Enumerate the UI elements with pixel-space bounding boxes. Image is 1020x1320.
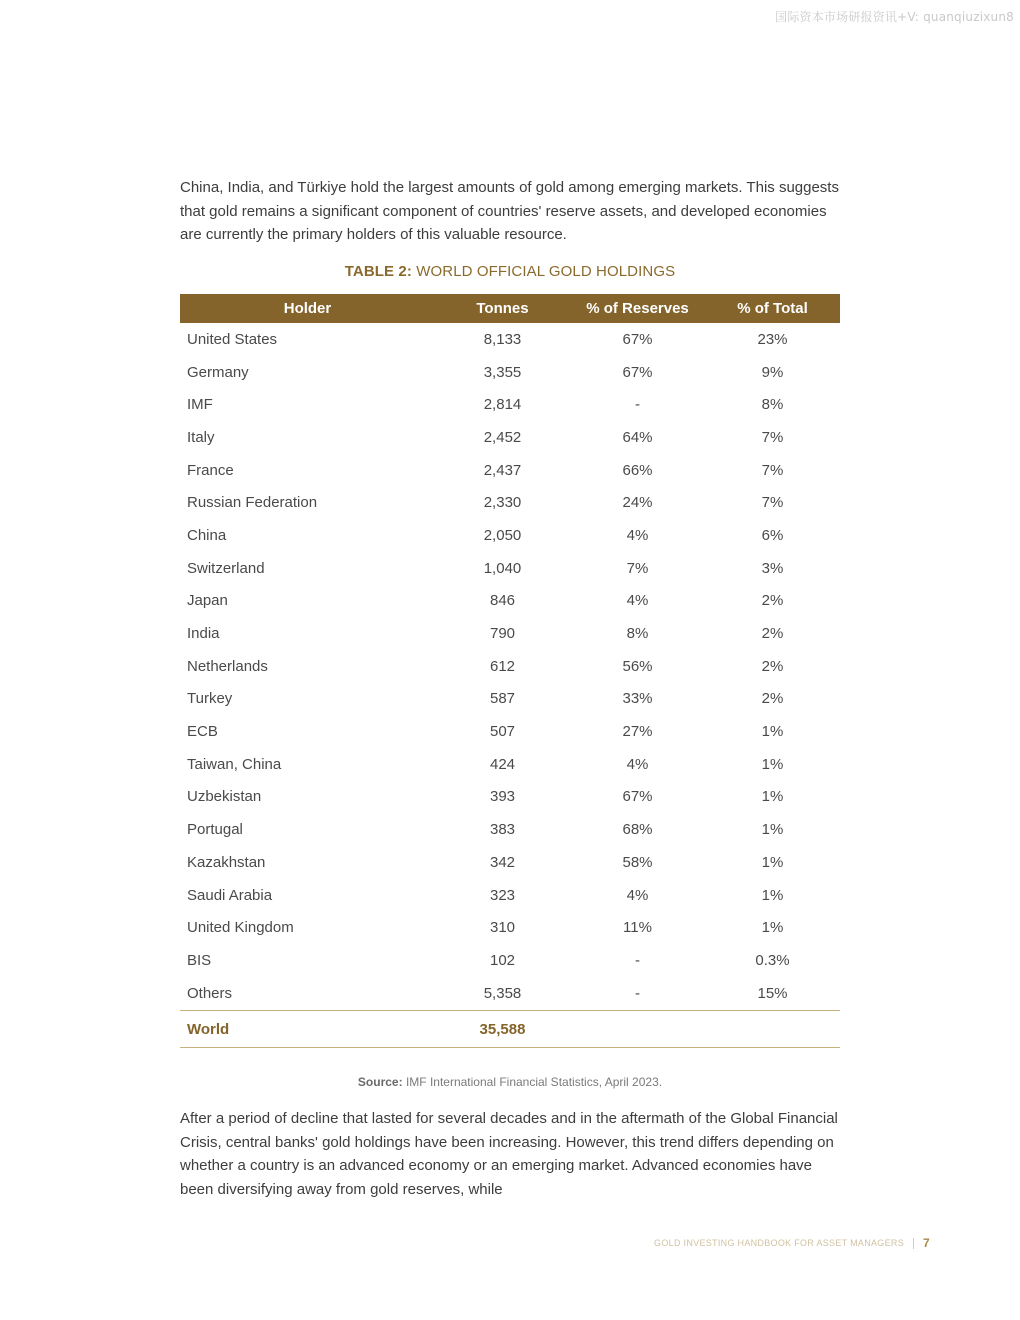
cell-tonnes: 612 — [489, 657, 516, 675]
cell-tonnes: 393 — [489, 788, 516, 806]
cell-pct-total: 1% — [761, 886, 784, 904]
cell-pct-reserves: 4% — [626, 755, 649, 773]
cell-pct-reserves: 33% — [622, 690, 653, 708]
table-title-label: TABLE 2: — [344, 263, 412, 280]
body-paragraph: After a period of decline that lasted for several decades and in the aftermath of the Global Financial Crisis, central banks' gold holdings have been increasing. However, this trend differs depending on whether a country is an advanced economy or an emerging market. Advanced economies have been diversifying away from gold reserves, while — [180, 1110, 838, 1198]
cell-tonnes: 790 — [489, 625, 516, 643]
cell-pct-total: 9% — [761, 363, 784, 381]
footer-divider — [913, 1238, 914, 1249]
cell-pct-total: 7% — [761, 428, 784, 446]
table-row — [180, 454, 840, 487]
cell-pct-total: 1% — [761, 821, 784, 839]
cell-tonnes: 1,040 — [483, 559, 522, 577]
cell-pct-total: 7% — [761, 461, 784, 479]
header-tonnes: Tonnes — [476, 300, 529, 317]
cell-pct-reserves: 67% — [622, 330, 653, 348]
cell-holder: Saudi Arabia — [187, 886, 273, 904]
cell-pct-total: 2% — [761, 657, 784, 675]
cell-pct-reserves: 58% — [622, 853, 653, 871]
source-note — [180, 1075, 840, 1089]
cell-holder: United Kingdom — [187, 919, 294, 937]
cell-tonnes: 2,330 — [483, 494, 522, 512]
cell-pct-total: 1% — [761, 853, 784, 871]
table-row — [180, 650, 840, 683]
table-row — [180, 323, 840, 356]
cell-tonnes: 2,814 — [483, 396, 522, 414]
table-row — [180, 519, 840, 552]
cell-tonnes: 587 — [489, 690, 516, 708]
cell-holder: Russian Federation — [187, 494, 318, 512]
cell-holder: Taiwan, China — [187, 755, 282, 773]
cell-pct-reserves: 67% — [622, 788, 653, 806]
header-pct-total: % of Total — [737, 300, 808, 317]
cell-pct-total: 6% — [761, 526, 784, 544]
table-header — [180, 294, 840, 323]
table-total-row — [180, 1010, 840, 1048]
cell-pct-total: 1% — [761, 919, 784, 937]
table-row — [180, 715, 840, 748]
header-holder: Holder — [283, 300, 332, 317]
cell-tonnes: 310 — [489, 919, 516, 937]
total-label: World — [187, 1020, 230, 1038]
cell-holder: Others — [187, 984, 233, 1002]
gold-holdings-table — [180, 294, 840, 1048]
cell-holder: Turkey — [187, 690, 233, 708]
cell-pct-reserves: 64% — [622, 428, 653, 446]
cell-pct-reserves: 7% — [626, 559, 649, 577]
table-row — [180, 748, 840, 781]
cell-pct-reserves: 24% — [622, 494, 653, 512]
cell-tonnes: 424 — [489, 755, 516, 773]
cell-holder: India — [187, 625, 220, 643]
table-row — [180, 356, 840, 389]
table-row — [180, 585, 840, 618]
cell-pct-total: 23% — [757, 330, 788, 348]
cell-tonnes: 846 — [489, 592, 516, 610]
cell-pct-reserves: 8% — [626, 625, 649, 643]
cell-holder: United States — [187, 330, 278, 348]
cell-pct-reserves: - — [635, 396, 640, 414]
table-title — [180, 263, 840, 280]
cell-pct-reserves: 27% — [622, 723, 653, 741]
cell-holder: China — [187, 526, 227, 544]
cell-pct-total: 3% — [761, 559, 784, 577]
table-title-text: WORLD OFFICIAL GOLD HOLDINGS — [416, 263, 676, 280]
cell-pct-total: 2% — [761, 625, 784, 643]
cell-tonnes: 2,050 — [483, 526, 522, 544]
cell-holder: Germany — [187, 363, 249, 381]
cell-tonnes: 383 — [489, 821, 516, 839]
intro-paragraph: China, India, and Türkiye hold the largest amounts of gold among emerging markets. This suggests that gold remains a significant component of countries' reserve assets, and developed economies are currently the primary holders of this valuable resource. — [180, 179, 839, 243]
cell-tonnes: 102 — [489, 951, 516, 969]
cell-holder: Switzerland — [187, 559, 265, 577]
cell-pct-total: 2% — [761, 690, 784, 708]
cell-tonnes: 2,452 — [483, 428, 522, 446]
cell-tonnes: 507 — [489, 723, 516, 741]
cell-tonnes: 5,358 — [483, 984, 522, 1002]
source-label: Source: — [357, 1075, 403, 1089]
cell-holder: BIS — [187, 951, 212, 969]
table-row — [180, 846, 840, 879]
cell-holder: Kazakhstan — [187, 853, 266, 871]
table-row — [180, 944, 840, 977]
cell-holder: Japan — [187, 592, 228, 610]
header-pct-reserves: % of Reserves — [586, 300, 689, 317]
table-row — [180, 813, 840, 846]
cell-pct-reserves: 4% — [626, 886, 649, 904]
cell-pct-reserves: 4% — [626, 526, 649, 544]
cell-pct-reserves: 67% — [622, 363, 653, 381]
total-tonnes: 35,588 — [479, 1020, 526, 1038]
page-footer — [654, 1236, 930, 1250]
cell-pct-total: 2% — [761, 592, 784, 610]
cell-pct-total: 1% — [761, 755, 784, 773]
table-body — [180, 323, 840, 1009]
table-row — [180, 879, 840, 912]
table-row — [180, 911, 840, 944]
cell-pct-reserves: 56% — [622, 657, 653, 675]
cell-pct-reserves: 4% — [626, 592, 649, 610]
cell-holder: Netherlands — [187, 657, 268, 675]
cell-holder: ECB — [187, 723, 218, 741]
source-text: IMF International Financial Statistics, April 2023. — [405, 1075, 663, 1089]
cell-pct-total: 1% — [761, 723, 784, 741]
table-row — [180, 552, 840, 585]
cell-pct-reserves: - — [635, 951, 640, 969]
watermark: 国际资本市场研报资讯+V: quanqiuzixun8 — [775, 10, 1014, 24]
cell-pct-reserves: - — [635, 984, 640, 1002]
table-row — [180, 486, 840, 519]
cell-tonnes: 323 — [489, 886, 516, 904]
cell-tonnes: 2,437 — [483, 461, 522, 479]
footer-title: GOLD INVESTING HANDBOOK FOR ASSET MANAGERS — [654, 1238, 905, 1248]
cell-pct-reserves: 68% — [622, 821, 653, 839]
cell-tonnes: 3,355 — [483, 363, 522, 381]
table-row — [180, 977, 840, 1010]
cell-holder: IMF — [187, 396, 213, 414]
table-row — [180, 617, 840, 650]
cell-pct-total: 7% — [761, 494, 784, 512]
cell-tonnes: 342 — [489, 853, 516, 871]
cell-tonnes: 8,133 — [483, 330, 522, 348]
cell-holder: France — [187, 461, 234, 479]
cell-pct-total: 0.3% — [755, 951, 790, 969]
cell-pct-reserves: 11% — [623, 919, 652, 937]
table-row — [180, 421, 840, 454]
table-row — [180, 388, 840, 421]
cell-pct-total: 15% — [757, 984, 788, 1002]
cell-holder: Italy — [187, 428, 215, 446]
cell-holder: Uzbekistan — [187, 788, 262, 806]
cell-pct-total: 8% — [761, 396, 784, 414]
page-number: 7 — [923, 1236, 930, 1250]
cell-pct-total: 1% — [761, 788, 784, 806]
cell-pct-reserves: 66% — [622, 461, 653, 479]
cell-holder: Portugal — [187, 821, 243, 839]
table-row — [180, 781, 840, 814]
table-row — [180, 683, 840, 716]
